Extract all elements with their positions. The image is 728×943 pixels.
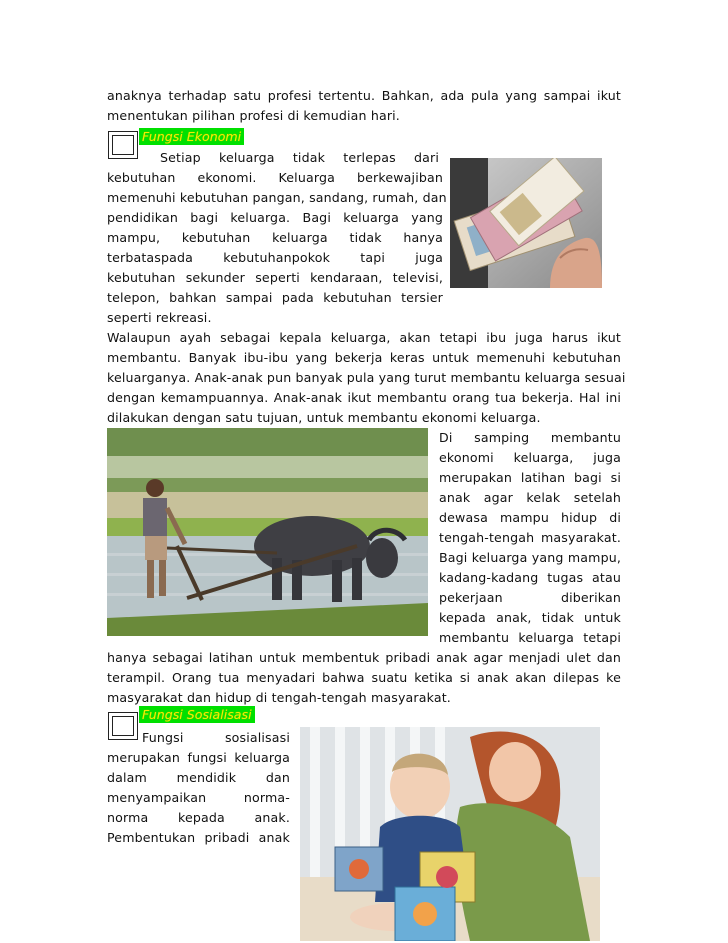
section-heading-sosialisasi: Fungsi Sosialisasi — [139, 706, 255, 723]
ekonomi-full-line-4: dengan kemampuannya. Anak-anak ikut membantu orang tua bekerja. Hal ini — [107, 390, 621, 405]
ekonomi-full-line-1: Walaupun ayah sebagai kepala keluarga, akan tetapi ibu juga harus ikut — [107, 330, 621, 345]
ekonomi-after-line-3: masyarakat dan hidup di tengah-tengah masyarakat. — [107, 690, 451, 705]
intro-line-1: anaknya terhadap satu profesi tertentu. Bahkan, ada pula yang sampai ikut — [107, 88, 621, 103]
ekonomi-right-line-10: kepada anak, tidak untuk — [439, 610, 621, 625]
mother-child-blocks-photo — [300, 727, 600, 941]
ekonomi-right-line-4: anak agar kelak setelah — [439, 490, 621, 505]
ekonomi-right-line-7: Bagi keluarga yang mampu, — [439, 550, 621, 565]
sosialisasi-line-3: dalam mendidik dan — [107, 770, 290, 785]
section-heading-ekonomi: Fungsi Ekonomi — [139, 128, 244, 145]
ekonomi-line-7: kebutuhan sekunder seperti kendaraan, televisi, — [107, 270, 443, 285]
ekonomi-right-line-8: kadang-kadang tugas atau — [439, 570, 621, 585]
ekonomi-line-4: pendidikan bagi keluarga. Bagi keluarga yang — [107, 210, 443, 225]
ekonomi-full-line-2: membantu. Banyak ibu-ibu yang bekerja keras untuk memenuhi kebutuhan — [107, 350, 621, 365]
ekonomi-full-line-3: keluarganya. Anak-anak pun banyak pula yang turut membantu keluarga sesuai — [107, 370, 626, 385]
ekonomi-right-line-9: pekerjaan diberikan — [439, 590, 621, 605]
ekonomi-right-line-1: Di samping membantu — [439, 430, 621, 445]
sosialisasi-line-2: merupakan fungsi keluarga — [107, 750, 290, 765]
checkbox-icon — [108, 712, 138, 740]
ekonomi-right-line-3: merupakan latihan bagi si — [439, 470, 621, 485]
ekonomi-line-3: memenuhi kebutuhan pangan, sandang, rumah, dan — [107, 190, 447, 205]
sosialisasi-line-1: Fungsi sosialisasi — [142, 730, 290, 745]
buffalo-plough-photo — [107, 428, 428, 636]
ekonomi-line-8: telepon, bahkan sampai pada kebutuhan tersier — [107, 290, 443, 305]
sosialisasi-line-6: Pembentukan pribadi anak — [107, 830, 290, 845]
ekonomi-line-6: terbataspada kebutuhanpokok tapi juga — [107, 250, 443, 265]
ekonomi-right-line-2: ekonomi keluarga, juga — [439, 450, 621, 465]
ekonomi-line-5: mampu, kebutuhan keluarga tidak hanya — [107, 230, 443, 245]
ekonomi-right-line-5: dewasa mampu hidup di — [439, 510, 621, 525]
ekonomi-line-9: seperti rekreasi. — [107, 310, 212, 325]
ekonomi-line-2: kebutuhan ekonomi. Keluarga berkewajiban — [107, 170, 443, 185]
ekonomi-full-line-5: dilakukan dengan satu tujuan, untuk membantu ekonomi keluarga. — [107, 410, 541, 425]
ekonomi-right-line-11: membantu keluarga tetapi — [439, 630, 621, 645]
ekonomi-after-line-2: terampil. Orang tua menyadari bahwa suatu ketika si anak akan dilepas ke — [107, 670, 621, 685]
checkbox-icon — [108, 131, 138, 159]
ekonomi-after-line-1: hanya sebagai latihan untuk membentuk pribadi anak agar menjadi ulet dan — [107, 650, 621, 665]
money-photo — [450, 158, 602, 288]
sosialisasi-line-5: norma kepada anak. — [107, 810, 290, 825]
ekonomi-line-1: Setiap keluarga tidak terlepas dari — [160, 150, 439, 165]
ekonomi-right-line-6: tengah-tengah masyarakat. — [439, 530, 621, 545]
sosialisasi-line-4: menyampaikan norma- — [107, 790, 290, 805]
intro-line-2: menentukan pilihan profesi di kemudian hari. — [107, 108, 400, 123]
